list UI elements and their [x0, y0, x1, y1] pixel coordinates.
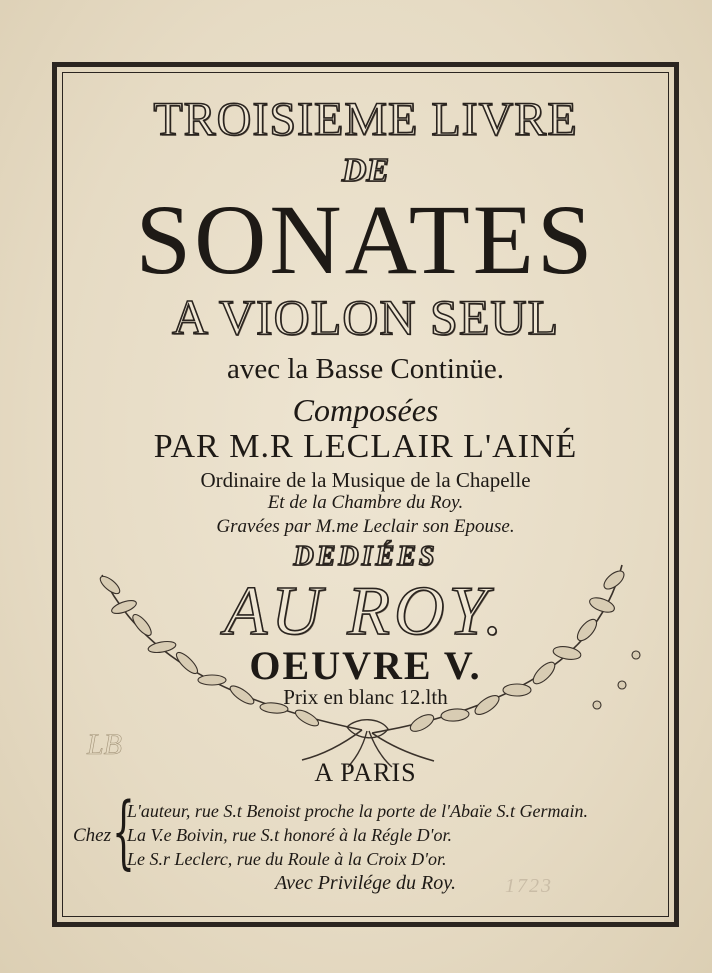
title-line-de: DE [341, 152, 390, 189]
monogram-mark: LB [87, 728, 123, 761]
composer-position: Ordinaire de la Musique de la Chapelle [200, 468, 531, 492]
title-line-troisieme-livre: TROISIEME LIVRE [153, 93, 578, 146]
address-line: Le S.r Leclerc, rue du Roule à la Croix D'or. [127, 849, 447, 869]
title-line-sonates: SONATES [135, 184, 596, 295]
privilege-line: Avec Privilége du Roy. [274, 872, 457, 894]
dedication-dediees: DEDIÉES [293, 541, 438, 572]
place-a-paris: A PARIS [314, 758, 417, 787]
composer-name: PAR M.R LECLAIR L'AINÉ [153, 428, 578, 465]
faint-year-mark: 1723 [505, 875, 553, 897]
dedication-au-roy: AU ROY. [224, 573, 507, 650]
chez-label: Chez [73, 825, 111, 846]
composer-position-chambre: Et de la Chambre du Roy. [267, 492, 464, 513]
opus-number: OEUVRE V. [249, 643, 482, 688]
engraver-credit: Gravées par M.me Leclair son Epouse. [216, 516, 515, 537]
subtitle-basse-continue: avec la Basse Continüe. [226, 353, 505, 385]
price-line: Prix en blanc 12.lth [283, 685, 448, 709]
subtitle-composees: Composées [292, 392, 439, 428]
address-line: La V.e Boivin, rue S.t honoré à la Régle D'or. [127, 825, 452, 845]
curly-brace-icon: { [112, 785, 135, 878]
address-line: L'auteur, rue S.t Benoist proche la porte de l'Abaïe S.t Germain. [127, 801, 588, 821]
title-line-a-violon-seul: A VIOLON SEUL [171, 289, 560, 345]
